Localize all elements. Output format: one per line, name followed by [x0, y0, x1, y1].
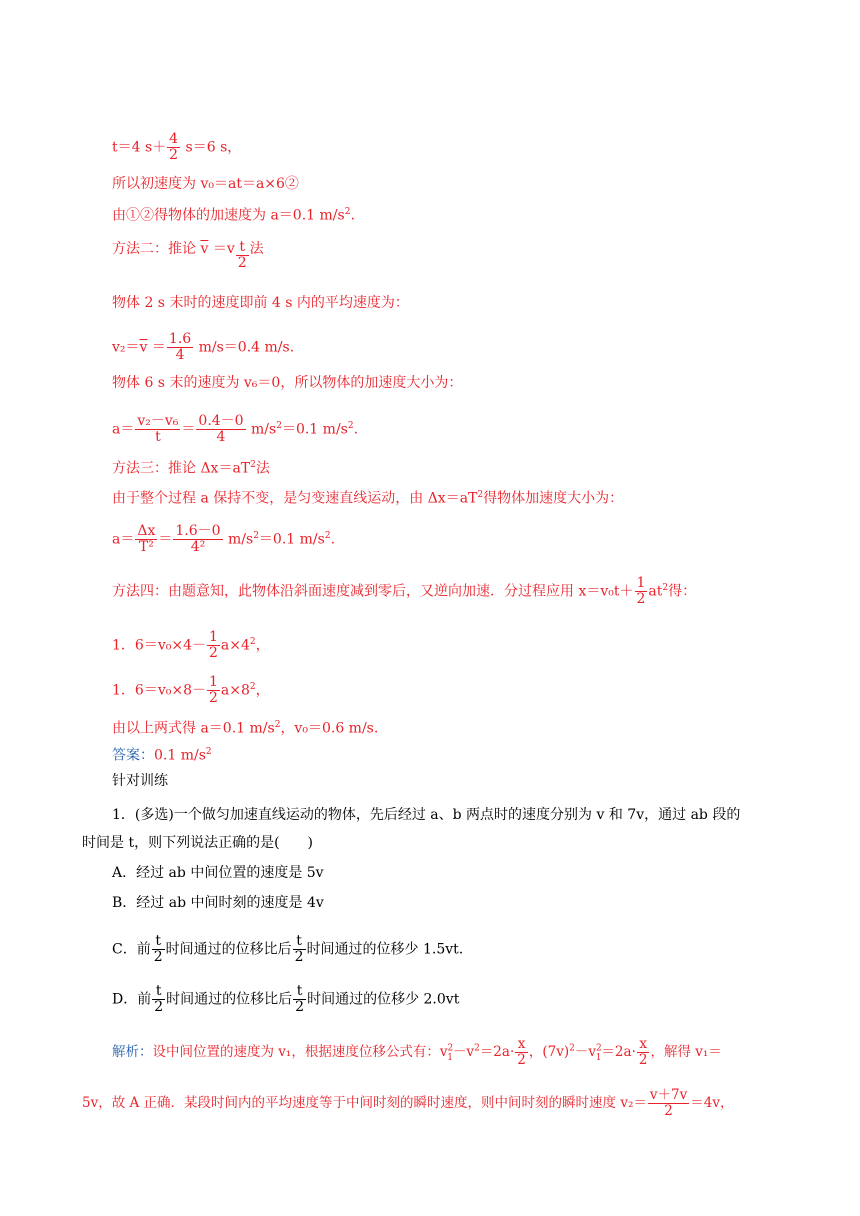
fraction: $\frac{1}{2}$ [208, 629, 218, 661]
solution-line-average-velocity: 物体 2 s 末时的速度即前 4 s 内的平均速度为： [112, 295, 409, 311]
option-b: B．经过 ab 中间时刻的速度是 4v [112, 895, 324, 911]
solution-line-initial-velocity: 所以初速度为 v₀＝at＝a×6② [112, 176, 299, 192]
fraction: $\frac{x}{2}$ [638, 1036, 648, 1068]
fraction: $\frac{0.4-0}{4}$ [198, 413, 244, 445]
answer-line: 答案：0.1 $m/s^2$ [112, 747, 212, 764]
fraction: $\frac{v+7v}{2}$ [649, 1087, 688, 1119]
fraction: $\frac{t}{2}$ [295, 983, 305, 1015]
method-four-heading: 方法四：由题意知，此物体沿斜面速度减到零后，又逆向加速．分过程应用 x＝v₀t＋ $\frac{1}{2}$ $at^2$得： [112, 575, 697, 607]
fraction: $\frac{1.6}{4}$ [168, 331, 192, 363]
fraction: $\frac{x}{2}$ [517, 1036, 526, 1068]
solution-line-delta-x-calc: a＝ $\frac{\Delta x}{\text{T²}}$ ＝ $\frac{1.6-0}{\text{4²}}$ $m/s^2=0.1$ $m/s^2$. [112, 523, 336, 555]
method-two-heading: 方法二：推论 $\overline{v} =v$ $\frac{t}{2}$ 法 [112, 239, 264, 271]
section-heading-practice: 针对训练 [112, 773, 168, 789]
solution-line-final: 由以上两式得 a＝0.1 $m/s^2$，v₀＝0.6 m/s. [112, 720, 379, 737]
equation-two: 1．6＝v₀×8－ $\frac{1}{2}$ $a\times 8^2$， [112, 674, 270, 706]
solution-line-v6: 物体 6 s 末的速度为 v₆＝0，所以物体的加速度大小为： [112, 375, 463, 391]
fraction: $\frac{4}{2}$ [169, 131, 179, 163]
fraction: $\frac{t}{2}$ [153, 933, 163, 965]
solution-line-v2-calc: $v_2=\overline{v}$ ＝ $\frac{1.6}{4}$ m/s＝0.4 m/s. [112, 331, 295, 363]
fraction: $\frac{\text{v₂－v₆}}{t}$ [137, 413, 179, 445]
question-stem-line1: 1．(多选)一个做匀加速直线运动的物体，先后经过 a、b 两点时的速度分别为 v 和 7v，通过 ab 段的 [112, 807, 741, 823]
method-three-heading: 方法三：推论 $\Delta x=aT^2$法 [112, 460, 270, 477]
equation-one: 1．6＝v₀×4－ $\frac{1}{2}$ $a\times 4^2$， [112, 629, 270, 661]
fraction: $\frac{t}{2}$ [237, 239, 247, 271]
solution-line-t-value: t＝4 s＋ $\frac{4}{2}$ s＝6 s， [112, 131, 242, 163]
analysis-line1: 解析：设中间位置的速度为 v₁，根据速度位移公式有：$v^2_1-v^2=2a\cdot$ $\frac{x}{2}$ ，$(7v)^2-v^2_1=2a\cdot$ $\frac{x}{2}$ ，解得 v₁＝ [112, 1036, 722, 1068]
fraction: $\frac{1.6-0}{\text{4²}}$ [175, 523, 221, 555]
fraction: $\frac{t}{2}$ [154, 983, 164, 1015]
option-c: C．前 $\frac{t}{2}$ 时间通过的位移比后 $\frac{t}{2}$ 时间通过的位移少 1.5vt. [112, 933, 464, 965]
fraction: $\frac{t}{2}$ [294, 933, 304, 965]
solution-line-acceleration-calc: a＝ $\frac{\text{v₂－v₆}}{t}$ ＝ $\frac{0.4-0}{4}$ $m/s^2=0.1$ $m/s^2$. [112, 413, 359, 445]
option-d: D．前 $\frac{t}{2}$ 时间通过的位移比后 $\frac{t}{2}$ 时间通过的位移少 2.0vt [112, 983, 460, 1015]
fraction: $\frac{1}{2}$ [208, 674, 218, 706]
analysis-label: 解析： [112, 1044, 153, 1060]
analysis-line2: 5v，故 A 正确．某段时间内的平均速度等于中间时刻的瞬时速度，则中间时刻的瞬时速度 v₂＝ $\frac{v+7v}{2}$ ＝4v， [82, 1087, 734, 1119]
solution-line-uniform-acceleration: 由于整个过程 a 保持不变，是匀变速直线运动，由 $\Delta x=aT^2$得物体加速度大小为： [112, 490, 624, 507]
question-stem-line2: 时间是 t，则下列说法正确的是( ) [82, 835, 313, 851]
solution-line-acceleration-result: 由①②得物体的加速度为 a＝0.1 $m/s^2$. [112, 207, 355, 224]
fraction: $\frac{1}{2}$ [636, 575, 646, 607]
answer-label: 答案： [112, 747, 154, 764]
fraction: $\frac{\Delta x}{\text{T²}}$ [137, 523, 156, 555]
option-a: A．经过 ab 中间位置的速度是 5v [112, 865, 324, 881]
